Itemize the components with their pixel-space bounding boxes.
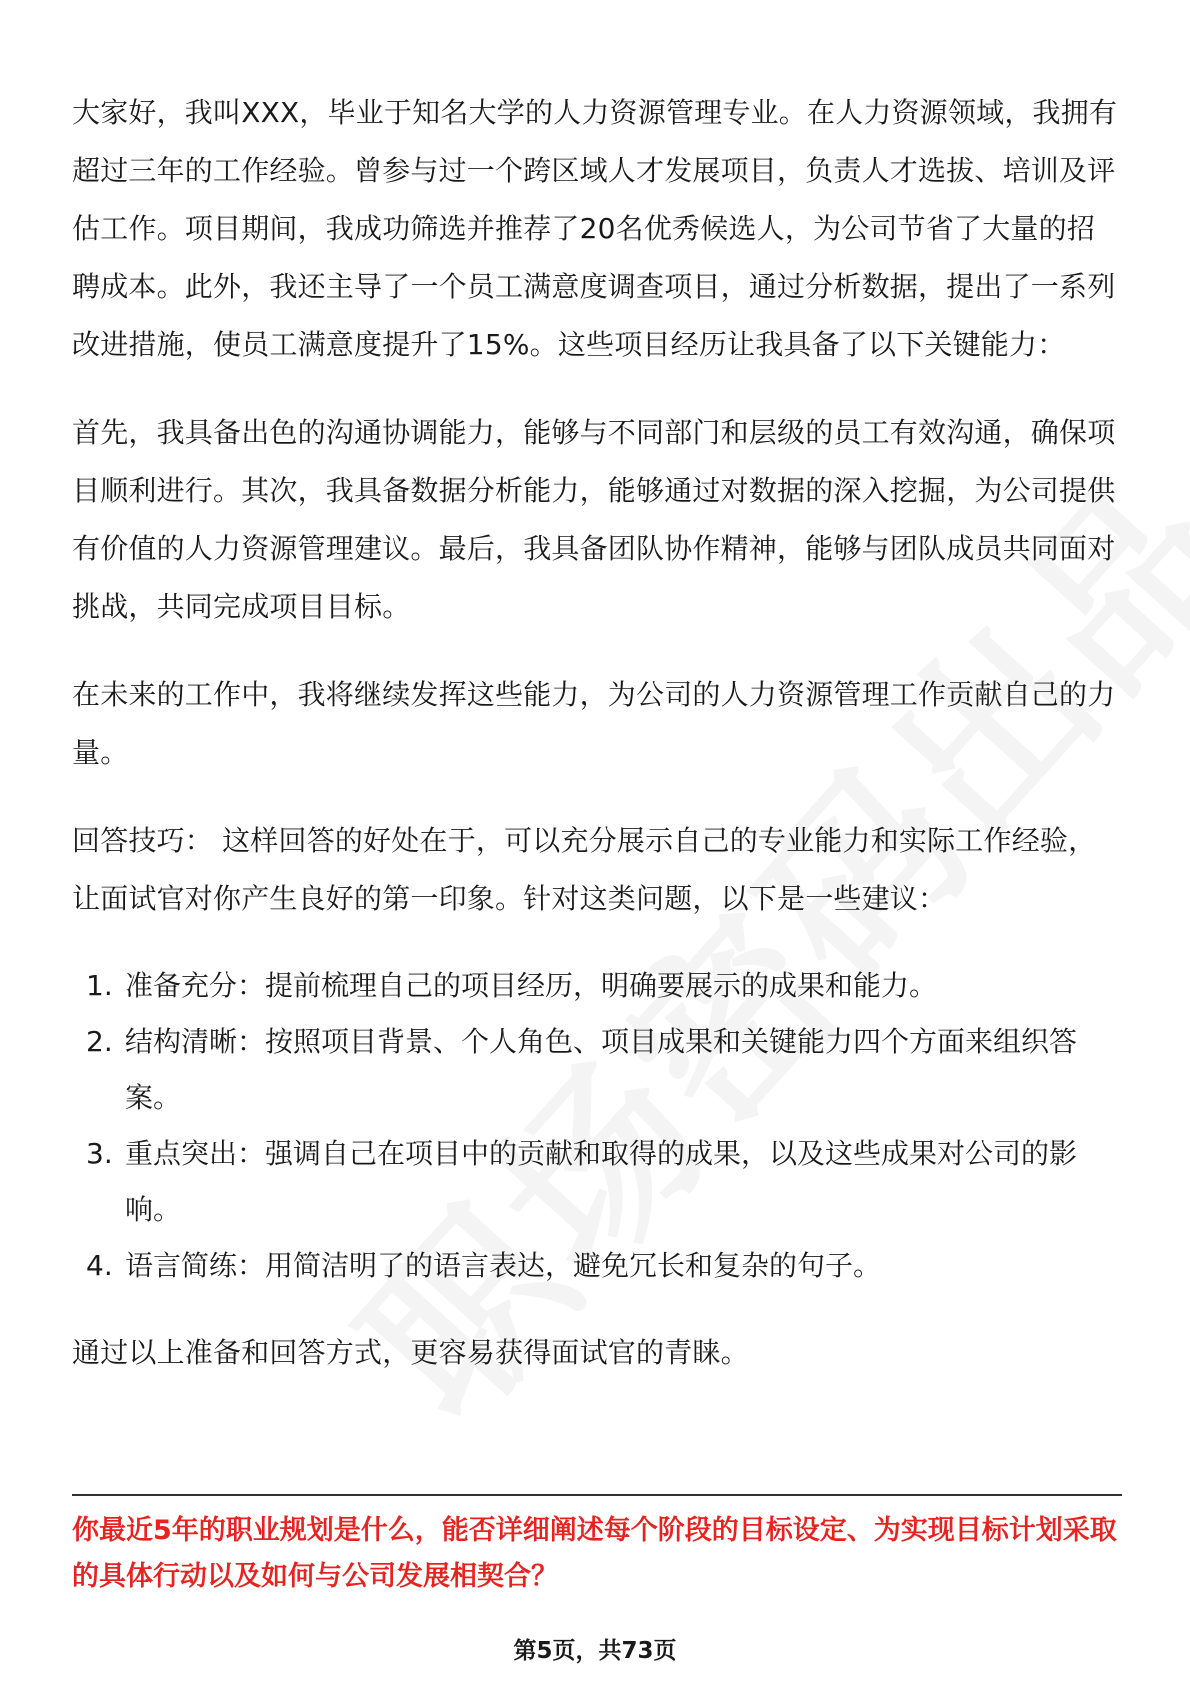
suggestion-list (72, 958, 1122, 1294)
list-text: 重点突出：强调自己在项目中的贡献和取得的成果，以及这些成果对公司的影响。 (125, 1137, 1078, 1226)
tips-paragraph: 回答技巧： 这样回答的好处在于，可以充分展示自己的专业能力和实际工作经验，让面试官对你产生良好的第一印象。针对这类问题，以下是一些建议： (72, 824, 1097, 915)
list-item (72, 1238, 1122, 1294)
page-footer: 第5页，共73页 (513, 1638, 677, 1664)
next-question-heading: 你最近5年的职业规划是什么，能否详细阐述每个阶段的目标设定、为实现目标计划采取的具体行动以及如何与公司发展相契合？ (72, 1515, 1117, 1592)
future-paragraph: 在未来的工作中，我将继续发挥这些能力，为公司的人力资源管理工作贡献自己的力量。 (72, 678, 1116, 769)
list-item (72, 958, 1122, 1014)
answer-body (72, 84, 1122, 1382)
list-number: 2. (86, 1025, 113, 1058)
closing-paragraph: 通过以上准备和回答方式，更容易获得面试官的青睐。 (72, 1336, 749, 1369)
list-item (72, 1126, 1122, 1238)
list-number: 1. (86, 969, 113, 1002)
list-item (72, 1014, 1122, 1126)
list-number: 4. (86, 1249, 113, 1282)
list-text: 结构清晰：按照项目背景、个人角色、项目成果和关键能力四个方面来组织答案。 (125, 1025, 1078, 1114)
list-number: 3. (86, 1137, 113, 1170)
list-text: 语言简练：用简洁明了的语言表达，避免冗长和复杂的句子。 (125, 1249, 882, 1282)
section-divider (72, 1494, 1122, 1496)
list-text: 准备充分：提前梳理自己的项目经历，明确要展示的成果和能力。 (125, 969, 938, 1002)
abilities-paragraph: 首先，我具备出色的沟通协调能力，能够与不同部门和层级的员工有效沟通，确保项目顺利进行。其次，我具备数据分析能力，能够通过对数据的深入挖掘，为公司提供有价值的人力资源管理建议。最后，我具备团队协作精神，能够与团队成员共同面对挑战，共同完成项目目标。 (72, 416, 1116, 623)
intro-paragraph: 大家好，我叫XXX，毕业于知名大学的人力资源管理专业。在人力资源领域，我拥有超过三年的工作经验。曾参与过一个跨区域人才发展项目，负责人才选拔、培训及评估工作。项目期间，我成功筛选并推荐了20名优秀候选人，为公司节省了大量的招聘成本。此外，我还主导了一个员工满意度调查项目，通过分析数据，提出了一系列改进措施，使员工满意度提升了15%。这些项目经历让我具备了以下关键能力： (72, 96, 1118, 361)
